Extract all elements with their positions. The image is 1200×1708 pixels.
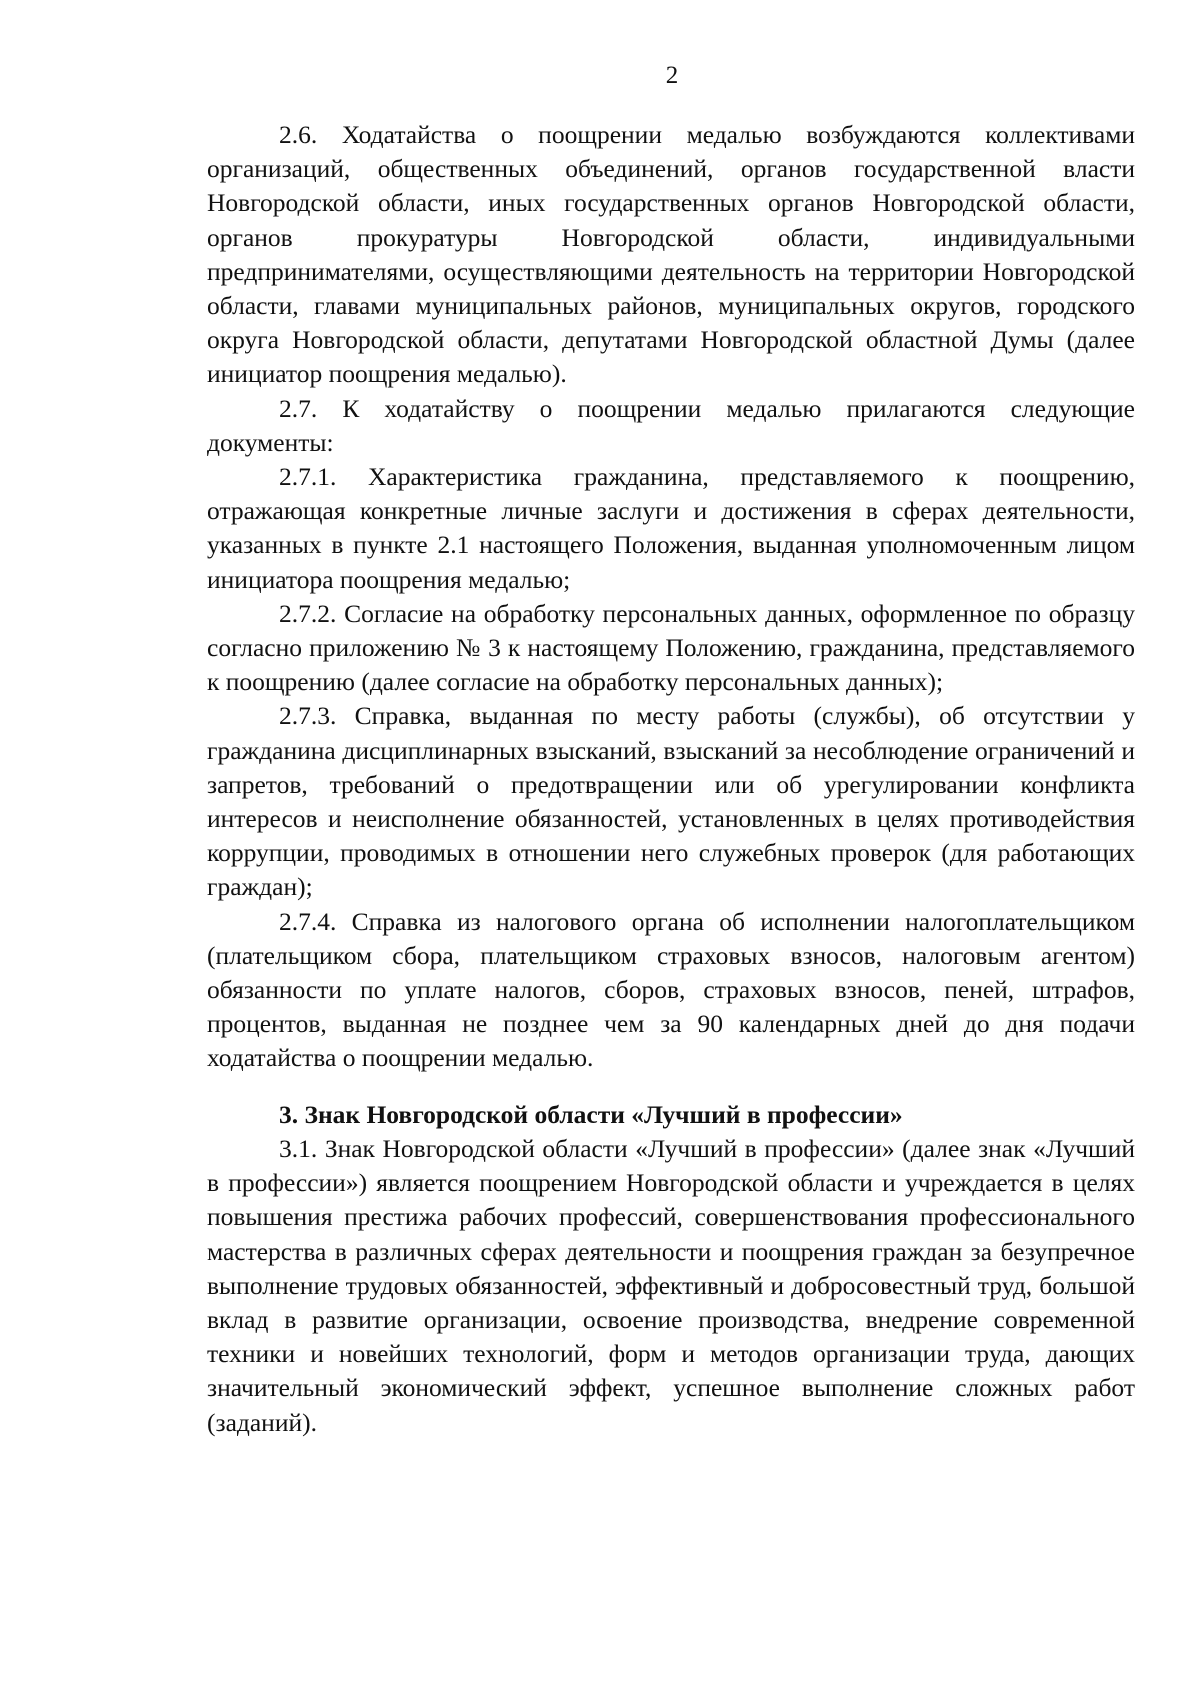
section-heading: 3. Знак Новгородской области «Лучший в профессии»: [279, 1099, 903, 1129]
page-number: 2: [665, 62, 679, 89]
paragraph-2-7: 2.7. К ходатайству о поощрении медалью прилагаются следующие документы:: [207, 393, 1135, 457]
document-body: [207, 118, 1135, 1440]
paragraph-2-7-1: 2.7.1. Характеристика гражданина, представляемого к поощрению, отражающая конкретные личные заслуги и достижения в сферах деятельности, указанных в пункте 2.1 настоящего Положения, выданная уполномоченным лицом инициатора поощрения медалью;: [207, 462, 1135, 594]
paragraph-3-1: 3.1. Знак Новгородской области «Лучший в профессии» (далее знак «Лучший в профессии») является поощрением Новгородской области и учреждается в целях повышения престижа рабочих профессий, совершенствования профессионального мастерства в различных сферах деятельности и поощрения граждан за безупречное выполнение трудовых обязанностей, эффективный и добросовестный труд, большой вклад в развитие организации, освоение производства, внедрение современной техники и новейших технологий, форм и методов организации труда, дающих значительный экономический эффект, успешное выполнение сложных работ (заданий).: [207, 1133, 1135, 1437]
paragraph-2-6: 2.6. Ходатайства о поощрении медалью возбуждаются коллективами организаций, общественных объединений, органов государственной власти Новгородской области, иных государственных органов Новгородской области, органов прокуратуры Новгородской области, индивидуальными предпринимателями, осуществляющими деятельность на территории Новгородской области, главами муниципальных районов, муниципальных округов, городского округа Новгородской области, депутатами Новгородской областной Думы (далее инициатор поощрения медалью).: [207, 120, 1135, 389]
paragraph-2-7-4: 2.7.4. Справка из налогового органа об исполнении налогоплательщиком (плательщиком сбора, плательщиком страховых взносов, налоговым агентом) обязанности по уплате налогов, сборов, страховых взносов, пеней, штрафов, процентов, выданная не позднее чем за 90 календарных дней до дня подачи ходатайства о поощрении медалью.: [207, 906, 1135, 1073]
paragraph-2-7-3: 2.7.3. Справка, выданная по месту работы (службы), об отсутствии у гражданина дисциплинарных взысканий, взысканий за несоблюдение ограничений и запретов, требований о предотвращении или об урегулировании конфликта интересов и неисполнение обязанностей, установленных в целях противодействия коррупции, проводимых в отношении него служебных проверок (для работающих граждан);: [207, 701, 1135, 902]
paragraph-2-7-2: 2.7.2. Согласие на обработку персональных данных, оформленное по образцу согласно приложению № 3 к настоящему Положению, гражданина, представляемого к поощрению (далее согласие на обработку персональных данных);: [207, 598, 1135, 697]
